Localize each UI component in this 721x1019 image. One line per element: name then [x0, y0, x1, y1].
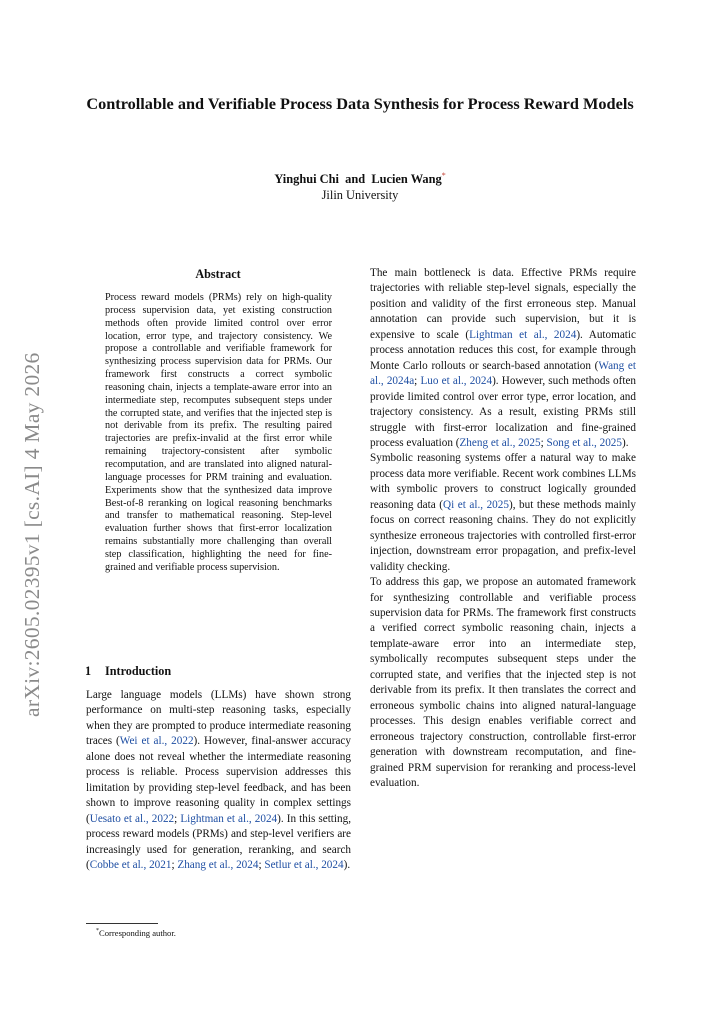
intro-paragraph-1 [86, 688, 351, 873]
footnote [96, 926, 356, 939]
text-run: ; [258, 858, 265, 871]
intro-paragraph-3 [370, 451, 636, 575]
text-run: ; [540, 436, 547, 449]
text-run: ; [171, 858, 178, 871]
text-run: Symbolic reasoning systems offer a natural way to make process data more verifiable. Recent work combines LLMs with symbolic provers to construct logically grounded reasoning data ( [370, 452, 636, 511]
author-separator: and [345, 172, 366, 187]
citation-link[interactable]: Qi et al., 2025 [442, 498, 509, 511]
affiliation: Jilin University [321, 188, 399, 203]
abstract-text: Process reward models (PRMs) rely on high-quality process supervision data, yet existing construction methods often provide limited control over error location, error type, and trajectory consistency. We propose a controllable and verifiable framework for synthesizing process supervision data for PRMs. Our framework first constructs a correct symbolic reasoning chain, injects a template-aware error into an intermediate step, recomputes subsequent steps under the corrupted state, and verifies that the injected step is not derivable from its prefix. The resulting paired trajectories are prefix-invalid at the first error while remaining trajectory-consistent after symbolic recomputation, and are translated into aligned natural-language processes for PRM training and evaluation. Experiments show that the synthesized data improve Best-of-8 reranking on logical reasoning benchmarks and transfer to mathematical reasoning. Step-level evaluation further shows that first-error localization remains substantially more challenging than overall step classification, highlighting the need for fine-grained and verifiable process supervision. [105, 292, 332, 573]
citation-link[interactable]: Uesato et al., 2022 [89, 812, 175, 825]
citation-link[interactable]: Lightman et al., 2024 [180, 812, 278, 825]
section-heading-introduction [85, 664, 355, 679]
text-run: To address this gap, we propose an automated framework for synthesizing controllable and verifiable process supervision data for PRMs. The framework first constructs a verified correct symbolic reasoning chain, injects a template-aware error into an intermediate step, symbolically recomputes subsequent steps under the corrupted state, and verifies that the injected step is not derivable from its prefix. It then translates the correct and erroneous symbolic chains into aligned natural-language processes. This design enables verifiable correct and erroneous trajectory construction, controllable first-error generation with downstream recomputation, and fine-grained PRM supervision for reranking and process-level evaluation. [370, 576, 636, 789]
footnote-mark: * [96, 928, 99, 934]
text-run: ; [174, 812, 181, 825]
citation-link[interactable]: Cobbe et al., 2021 [89, 858, 172, 871]
text-run: ). However, final-answer accuracy alone does not reveal whether the intermediate reasoning process is reliable. Process supervision addresses this limitation by providing step-level feedback, and has been shown to improve reasoning quality in complex settings ( [86, 735, 351, 825]
text-run: ). In this setting, process reward models (PRMs) and step-level verifiers are increasingly used for generation, reranking, and search ( [86, 812, 352, 871]
author-2: Lucien Wang [371, 172, 442, 187]
text-run: ). Automatic process annotation reduces this cost, for example through Monte Carlo rollouts or search-based annotation ( [370, 328, 636, 372]
text-run: ; [414, 375, 421, 388]
citation-link[interactable]: Setlur et al., 2024 [264, 858, 344, 871]
author-block [160, 168, 560, 203]
citation-link[interactable]: Zhang et al., 2024 [177, 858, 259, 871]
section-title: Introduction [105, 664, 172, 678]
intro-paragraph-2 [370, 266, 636, 451]
citation-link[interactable]: Luo et al., 2024 [420, 375, 493, 388]
right-column [370, 266, 636, 791]
abstract-heading: Abstract [195, 267, 241, 281]
citation-link[interactable]: Wei et al., 2022 [119, 735, 194, 748]
citation-link[interactable]: Lightman et al., 2024 [469, 328, 577, 341]
citation-link[interactable]: Wang et al., 2024a [370, 359, 636, 388]
author-names [160, 168, 560, 187]
text-run: ). However, such methods often provide limited control over error type, error location, and trajectory consistency. As a result, existing PRMs still struggle with first-error localization and fine-grained process evaluation ( [370, 375, 637, 449]
intro-paragraph-4 [370, 575, 636, 791]
text-run: ), but these methods mainly focus on correct reasoning chains. They do not explicitly synthesize erroneous trajectories with controlled first-error injection, downstream error propagation, and prefix-level validity checking. [370, 498, 636, 573]
citation-link[interactable]: Song et al., 2025 [546, 436, 622, 449]
footnote-text: Corresponding author. [99, 927, 176, 938]
text-run: The main bottleneck is data. Effective PRMs require trajectories with reliable step-level signals, especially the position and validity of the first erroneous step. Manual annotation can provide such supervision, but it is expensive to scale ( [370, 267, 636, 341]
text-run: Large language models (LLMs) have shown strong performance on multi-step reasoning tasks, especially when they are prompted to produce intermediate reasoning traces ( [86, 689, 351, 748]
text-run: ). [343, 858, 351, 871]
section-number: 1 [85, 664, 92, 678]
paper-title: Controllable and Verifiable Process Data Synthesis for Process Reward Models [86, 94, 634, 113]
author-1: Yinghui Chi [274, 172, 339, 187]
footnote-rule [86, 923, 158, 924]
text-run: ). [621, 436, 629, 449]
corresponding-mark: * [441, 171, 446, 180]
citation-link[interactable]: Zheng et al., 2025 [459, 436, 541, 449]
arxiv-identifier-stamp: arXiv:2605.02395v1 [cs.AI] 4 May 2026 [20, 352, 44, 717]
